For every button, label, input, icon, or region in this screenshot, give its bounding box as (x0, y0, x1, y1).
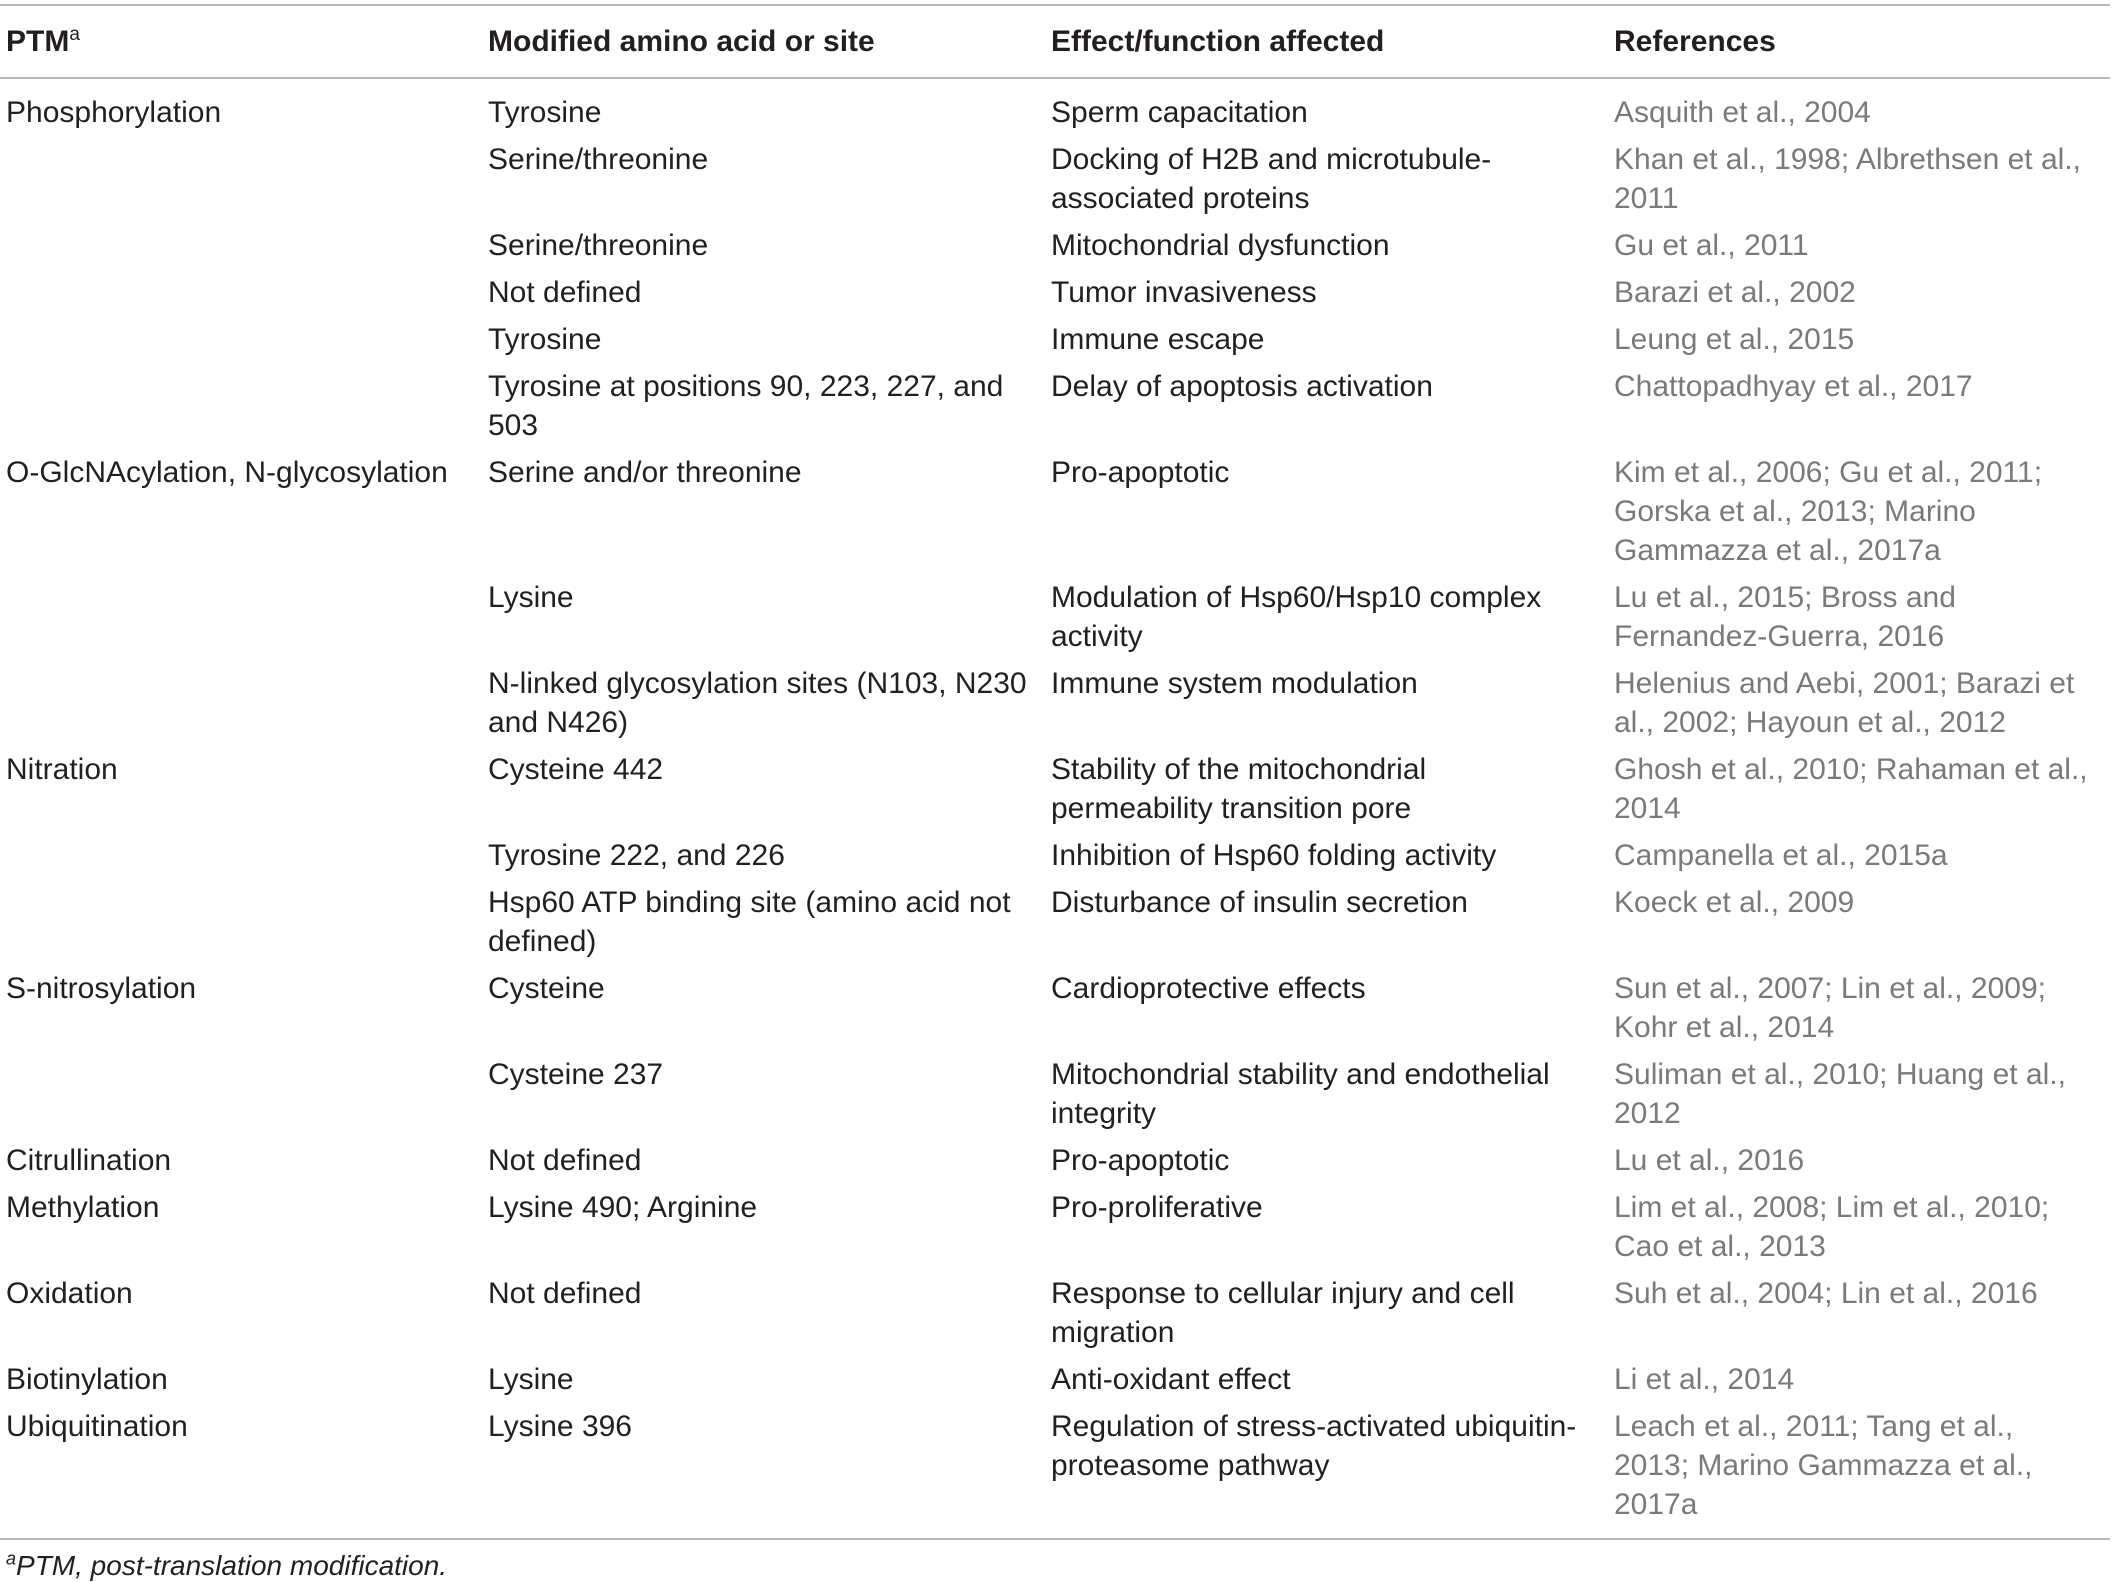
cell-effect: Anti-oxidant effect (1051, 1363, 1291, 1396)
cell-ptm (0, 660, 482, 746)
table-row (0, 136, 2110, 222)
table-row (0, 363, 2110, 449)
cell-effect: Mitochondrial dysfunction (1051, 229, 1390, 262)
cell-effect: Pro-proliferative (1051, 1191, 1263, 1224)
cell-site: Serine and/or threonine (488, 456, 802, 489)
cell-ptm: Phosphorylation (6, 96, 222, 129)
table-header (0, 5, 2110, 78)
cell-references: Asquith et al., 2004 (1614, 96, 1871, 129)
cell-effect: Sperm capacitation (1051, 96, 1308, 129)
cell-site: Tyrosine 222, and 226 (488, 839, 785, 872)
cell-effect: Stability of the mitochondrial permeability transition pore (1051, 753, 1427, 825)
cell-ptm (0, 879, 482, 965)
cell-references: Sun et al., 2007; Lin et al., 2009; Kohr et al., 2014 (1614, 972, 2046, 1044)
cell-references: Suliman et al., 2010; Huang et al., 2012 (1614, 1058, 2066, 1130)
cell-effect: Docking of H2B and microtubule-associated proteins (1051, 143, 1492, 215)
cell-site: Not defined (488, 1144, 642, 1177)
table-row (0, 222, 2110, 269)
cell-site: Lysine 490; Arginine (488, 1191, 758, 1224)
header-ptm-footnote-mark: a (69, 24, 80, 45)
cell-effect: Immune system modulation (1051, 667, 1418, 700)
cell-ptm (0, 832, 482, 879)
cell-effect: Immune escape (1051, 323, 1265, 356)
cell-ptm: Biotinylation (6, 1363, 168, 1396)
table-row (0, 316, 2110, 363)
cell-effect: Inhibition of Hsp60 folding activity (1051, 839, 1497, 872)
table-row (0, 1051, 2110, 1137)
cell-site: Lysine (488, 581, 574, 614)
cell-references: Khan et al., 1998; Albrethsen et al., 2011 (1614, 143, 2081, 215)
cell-references: Leach et al., 2011; Tang et al., 2013; Marino Gammazza et al., 2017a (1614, 1410, 2033, 1521)
cell-references: Barazi et al., 2002 (1614, 276, 1856, 309)
cell-references: Ghosh et al., 2010; Rahaman et al., 2014 (1614, 753, 2088, 825)
cell-ptm (0, 316, 482, 363)
cell-effect: Tumor invasiveness (1051, 276, 1317, 309)
cell-site: Hsp60 ATP binding site (amino acid not defined) (488, 886, 1011, 958)
cell-ptm: S-nitrosylation (6, 972, 197, 1005)
table-row (0, 269, 2110, 316)
table-row (0, 78, 2110, 136)
cell-references: Chattopadhyay et al., 2017 (1614, 370, 1973, 403)
cell-ptm (0, 574, 482, 660)
cell-ptm (0, 222, 482, 269)
cell-references: Leung et al., 2015 (1614, 323, 1855, 356)
cell-references: Lu et al., 2015; Bross and Fernandez-Guerra, 2016 (1614, 581, 1956, 653)
header-row (0, 5, 2110, 78)
cell-effect: Response to cellular injury and cell migration (1051, 1277, 1515, 1349)
cell-effect: Disturbance of insulin secretion (1051, 886, 1468, 919)
cell-ptm: Citrullination (6, 1144, 172, 1177)
cell-ptm (0, 269, 482, 316)
cell-site: Tyrosine (488, 96, 602, 129)
cell-ptm: Nitration (6, 753, 118, 786)
cell-ptm (0, 1051, 482, 1137)
cell-references: Campanella et al., 2015a (1614, 839, 1948, 872)
cell-references: Gu et al., 2011 (1614, 229, 1809, 262)
cell-site: Cysteine 442 (488, 753, 664, 786)
table-row (0, 574, 2110, 660)
table-row (0, 832, 2110, 879)
cell-effect: Mitochondrial stability and endothelial integrity (1051, 1058, 1550, 1130)
table-row (0, 1184, 2110, 1270)
cell-site: Cysteine 237 (488, 1058, 664, 1091)
table-row (0, 879, 2110, 965)
table-row (0, 1270, 2110, 1356)
cell-site: N-linked glycosylation sites (N103, N230 and N426) (488, 667, 1027, 739)
cell-site: Cysteine (488, 972, 605, 1005)
cell-ptm: Ubiquitination (6, 1410, 188, 1443)
cell-references: Suh et al., 2004; Lin et al., 2016 (1614, 1277, 2038, 1310)
cell-ptm: Oxidation (6, 1277, 133, 1310)
cell-references: Lu et al., 2016 (1614, 1144, 1805, 1177)
cell-site: Tyrosine at positions 90, 223, 227, and 503 (488, 370, 1004, 442)
cell-references: Koeck et al., 2009 (1614, 886, 1855, 919)
table-body (0, 78, 2110, 1539)
cell-effect: Pro-apoptotic (1051, 456, 1230, 489)
table-row (0, 1356, 2110, 1403)
cell-site: Not defined (488, 276, 642, 309)
cell-site: Serine/threonine (488, 143, 709, 176)
table-row (0, 965, 2110, 1051)
cell-site: Serine/threonine (488, 229, 709, 262)
cell-effect: Regulation of stress-activated ubiquitin-proteasome pathway (1051, 1410, 1577, 1482)
table-row (0, 746, 2110, 832)
table-row (0, 1137, 2110, 1184)
table-row (0, 449, 2110, 574)
header-ptm-label: PTM (6, 25, 70, 58)
header-ptm (0, 5, 482, 78)
header-effect: Effect/function affected (1051, 25, 1385, 58)
cell-references: Lim et al., 2008; Lim et al., 2010; Cao et al., 2013 (1614, 1191, 2050, 1263)
cell-references: Kim et al., 2006; Gu et al., 2011; Gorska et al., 2013; Marino Gammazza et al., 2017a (1614, 456, 2043, 567)
table-row (0, 1403, 2110, 1539)
footnote-text: PTM, post-translation modification. (16, 1550, 448, 1581)
cell-ptm (0, 363, 482, 449)
table-row (0, 660, 2110, 746)
cell-effect: Delay of apoptosis activation (1051, 370, 1433, 403)
table-footnote (0, 1550, 2118, 1582)
cell-references: Helenius and Aebi, 2001; Barazi et al., 2002; Hayoun et al., 2012 (1614, 667, 2075, 739)
footnote-mark: a (6, 1548, 17, 1569)
cell-effect: Cardioprotective effects (1051, 972, 1366, 1005)
cell-effect: Modulation of Hsp60/Hsp10 complex activity (1051, 581, 1542, 653)
header-references: References (1614, 25, 1776, 58)
cell-ptm: Methylation (6, 1191, 160, 1224)
cell-site: Lysine (488, 1363, 574, 1396)
cell-site: Tyrosine (488, 323, 602, 356)
cell-ptm (0, 136, 482, 222)
cell-effect: Pro-apoptotic (1051, 1144, 1230, 1177)
cell-site: Lysine 396 (488, 1410, 632, 1443)
cell-ptm: O-GlcNAcylation, N-glycosylation (6, 456, 448, 489)
cell-site: Not defined (488, 1277, 642, 1310)
cell-references: Li et al., 2014 (1614, 1363, 1795, 1396)
header-site: Modified amino acid or site (488, 25, 875, 58)
ptm-table (0, 4, 2110, 1540)
